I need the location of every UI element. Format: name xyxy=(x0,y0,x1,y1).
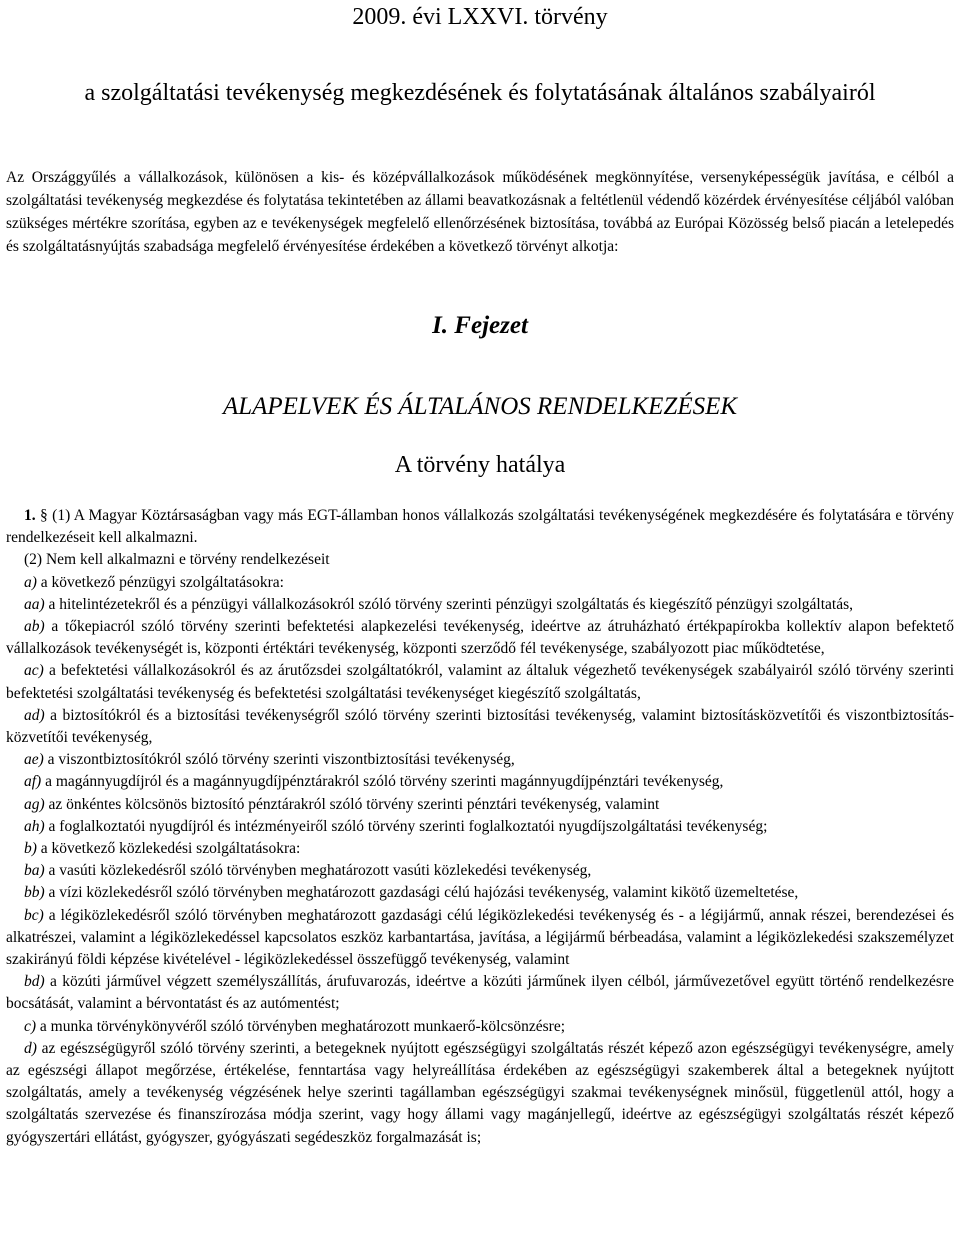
list-item: ac) a befektetési vállalkozásokról és az árutőzsdei szolgáltatókról, valamint az általuk végezhető tevékenységek szabályairól szóló törvény szerinti befektetési szolgáltatási tevékenység és befektetési szolgáltatási tevékenységet kiegészítő szolgáltatás, xyxy=(6,662,954,702)
list-item: af) a magánnyugdíjról és a magánnyugdíjpénztárakról szóló törvény szerinti magánnyugdíjpénztári tevékenység, xyxy=(24,773,724,791)
list-item: ah) a foglalkoztatói nyugdíjról és intézményeiről szóló törvény szerinti foglalkoztatói nyugdíjszolgáltatási tevékenység; xyxy=(24,817,768,835)
list-item: bd) a közúti járművel végzett személyszállítás, árufuvarozás, ideértve a közúti járműnek ilyen célból, járművezetővel együtt történő rendelkezésre bocsátását, valamint a bérvontatást és az autómentést; xyxy=(6,973,954,1013)
list-item: ad) a biztosítókról és a biztosítási tevékenységről szóló törvény szerinti biztosítási tevékenység, valamint biztosításközvetítői és viszontbiztosítás-közvetítői tevékenység, xyxy=(6,706,954,747)
chapter-heading: I. Fejezet xyxy=(432,312,528,339)
part-heading: ALAPELVEK ÉS ÁLTALÁNOS RENDELKEZÉSEK xyxy=(222,393,738,420)
list-item: a) a következő pénzügyi szolgáltatásokra: xyxy=(24,573,284,591)
law-subtitle: a szolgáltatási tevékenység megkezdésének és folytatásának általános szabályairól xyxy=(84,80,876,106)
section-sign: § xyxy=(40,507,48,524)
section-number: 1. xyxy=(24,507,36,524)
list-item: d) az egészségügyről szóló törvény szerinti, a betegeknek nyújtott egészségügyi szolgáltatás részét képező azon egészségügyi tevékenységre, amely az egészségi állapot megőrzése, értékelése, fenntartása vagy helyreállítása érdekében az egészségügyi szakemberek által a betegeknek nyújtott szolgáltatás, amely a tevékenység végzésének helye szerinti tagállamban egészségügyi szakmai tevékenységnek minősül, függetlenül attól, hogy a szolgáltatás szervezése és finanszírozása módja szerint, vagy hogy állami vagy magánjellegű, ideértve az egészségügyi szolgáltatás részét képező gyógyszertári ellátást, gyógyszer, gyógyászati segédeszköz forgalmazását is; xyxy=(6,1039,954,1146)
preamble: Az Országgyűlés a vállalkozások, különösen a kis- és középvállalkozások működésének megkönnyítése, versenyképességük javítása, e célból a szolgáltatási tevékenység megkezdése és folytatása tekintetében az állami beavatkozásnak a feltétlenül védendő közérdek érvényesítése céljából valóban szükséges mértékre szorítása, egyben az e tevékenységek megfelelő ellenőrzésének biztosítása, továbbá az Európai Közösség belső piacán a letelepedés és szolgáltatásnyújtás szabadsága megfelelő érvényesítése érdekében a következő törvényt alkotja: xyxy=(6,169,954,255)
law-title: 2009. évi LXXVI. törvény xyxy=(352,4,608,30)
paragraph-1-text: (1) A Magyar Köztársaságban vagy más EGT-államban honos vállalkozás szolgáltatási tevékenységének megkezdésére és folytatására e törvény rendelkezéseit kell alkalmazni. xyxy=(6,507,955,547)
list-item: ag) az önkéntes kölcsönös biztosító pénztárakról szóló törvény szerinti pénztári tevékenység, valamint xyxy=(24,795,660,813)
list-item: ab) a tőkepiacról szóló törvény szerinti befektetési alapkezelési tevékenység, ideértve az átruházható értékpapírokba kollektív alapon befektető vállalkozások tevékenységét is, központi értéktári tevékenység, központi szerződő fél tevékenysége, szabályozott piac működtetése, xyxy=(6,618,954,658)
list-item: aa) a hitelintézetekről és a pénzügyi vállalkozásokról szóló törvény szerinti pénzügyi szolgáltatás és kiegészítő pénzügyi szolgáltatás, xyxy=(24,595,853,613)
section-heading: A törvény hatálya xyxy=(394,452,566,478)
list-item: bb) a vízi közlekedésről szóló törvényben meghatározott gazdasági célú hajózási tevékenység, valamint kikötő üzemeltetése, xyxy=(24,884,799,902)
list-item: c) a munka törvénykönyvéről szóló törvényben meghatározott munkaerő-kölcsönzésre; xyxy=(24,1017,566,1035)
list-item: ae) a viszontbiztosítókról szóló törvény szerinti viszontbiztosítási tevékenység, xyxy=(24,751,515,769)
paragraph-2: (2) Nem kell alkalmazni e törvény rendelkezéseit xyxy=(24,551,330,569)
section-body xyxy=(6,505,954,1149)
list-item: bc) a légiközlekedésről szóló törvényben meghatározott gazdasági célú légiközlekedési tevékenység és - a légijármű, annak részei, berendezései és alkatrészei, valamint a légiközlekedéssel kapcsolatos eszköz karbantartása, javítása, a légijármű bérbeadása, valamint a légiközlekedési szakszemélyzet szakirányú földi képzése kivételével - légiközlekedéssel összefüggő tevékenység, valamint xyxy=(6,906,954,969)
paragraph-1 xyxy=(6,505,954,549)
list-item: b) a következő közlekedési szolgáltatásokra: xyxy=(24,840,301,858)
list-item: ba) a vasúti közlekedésről szóló törvényben meghatározott vasúti közlekedési tevékenység, xyxy=(24,862,592,880)
